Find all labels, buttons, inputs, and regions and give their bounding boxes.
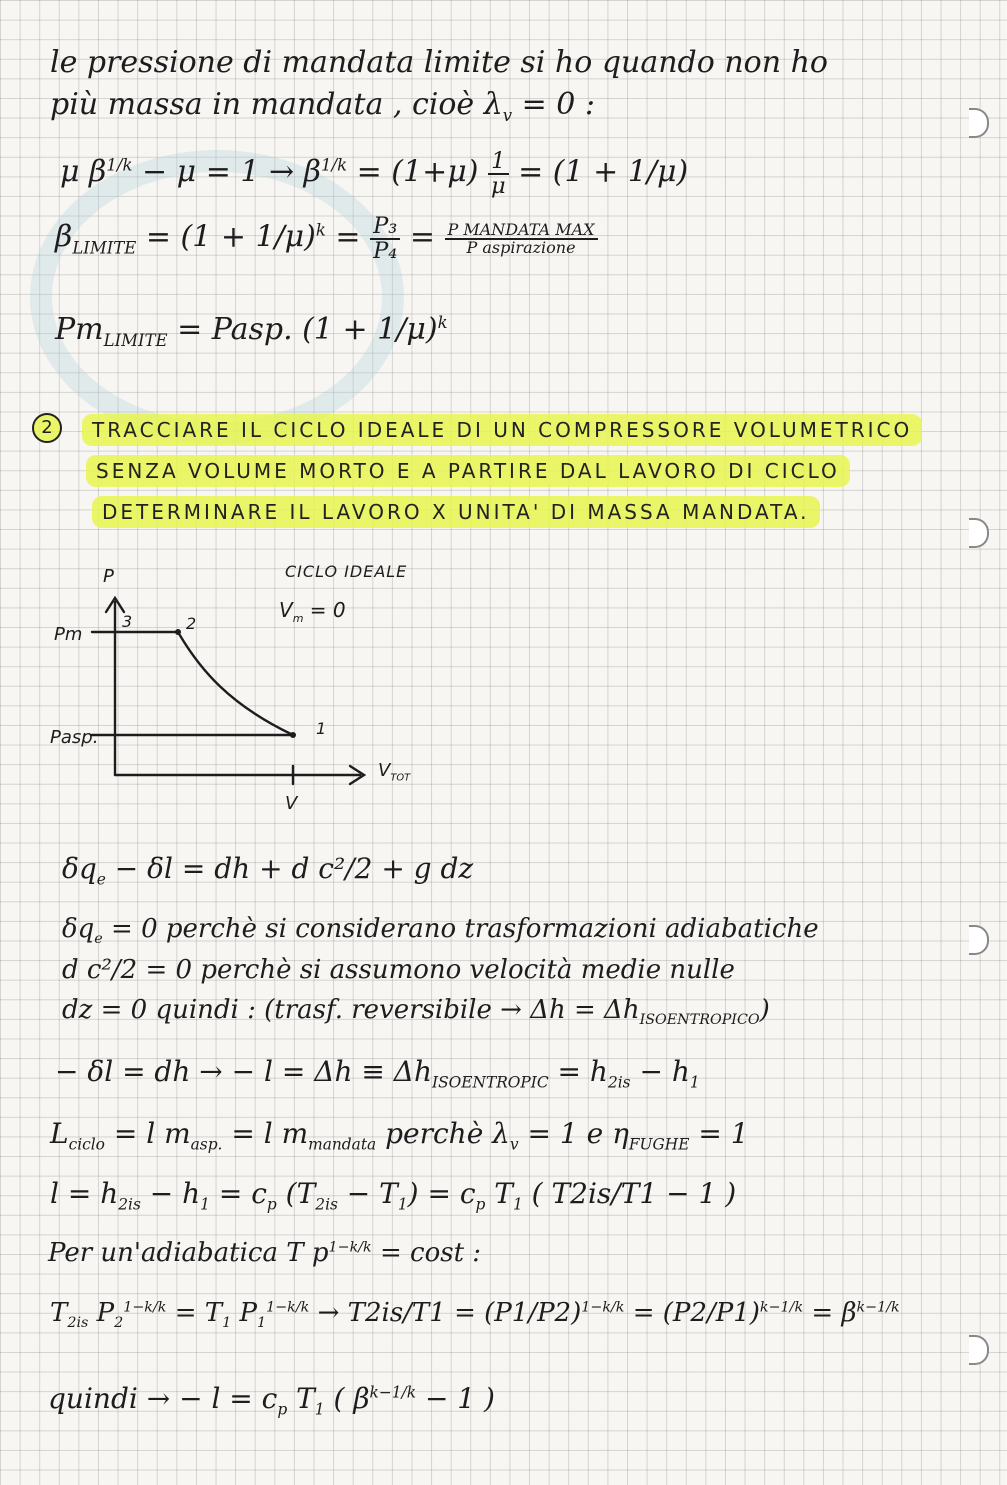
final-result-line: quindi → − $l = c_p$ $T_1$ ( $\beta^{k-1/k} - 1$ ) (48, 1382, 495, 1419)
specific-work-line: $l = h_{2is} - h_1 = c_p$ $(T_{2is} - T_1) = c_p$ $T_1$ ( T2is/T1 − 1 ) (50, 1177, 737, 1214)
question-line-3: DETERMINARE IL LAVORO X UNITA' DI MASSA MANDATA. (92, 496, 820, 528)
question-number: 2 (32, 413, 62, 443)
adiabatic-line: $\delta q_e = 0$ perchè si considerano trasformazioni adiabatiche (62, 914, 819, 948)
point-2-dot (175, 629, 181, 635)
dz-line: dz = 0 quindi : (trasf. reversibile → $\Delta h = \Delta h_{ISOENTROPICO}$) (62, 995, 770, 1029)
p-high-label: Pm (54, 624, 83, 645)
point-2-label: 2 (186, 614, 197, 633)
p-low-label: Pasp. (50, 727, 99, 748)
cycle-work-line: $L_{ciclo} = l$ $m_{asp.} = l$ $m_{mandata}$ perchè $\lambda_v = 1$ e $\eta_{FUGHE} = 1$ (50, 1117, 749, 1154)
energy-equation: $\delta q_e - \delta l$ = dh + d c²/2 + g dz (62, 852, 474, 889)
work-enthalpy-line: − δl = dh → − $l = \Delta h \equiv \Delta h_{ISOENTROPIC} = h_{2is} - h_1$ (55, 1055, 700, 1092)
intro-line-2: più massa in mandata , cioè $\lambda_v = 0$ : (50, 87, 595, 125)
cycle-title: CICLO IDEALE (285, 562, 408, 581)
equation-3: $Pm_{LIMITE}$ = Pasp. $(1 + 1/\mu)^k$ (55, 312, 448, 350)
intro-line-1: le pressione di mandata limite si ho quando non ho (50, 45, 828, 80)
adiabatic-relation-line: Per un'adiabatica T $p^{1-k/k} = \cos t$ : (48, 1238, 482, 1268)
compression-curve (178, 632, 293, 735)
velocity-line: d c²/2 = 0 perchè si assumono velocità medie nulle (62, 955, 735, 985)
temperature-ratio-line: $T_{2is}$ $P_2^{1-k/k} = T_1$ $P_1^{1-k/k} \to T2is/T1 = (P1/P2)^{1-k/k} = (P2/P1)^{k-1/k} = \beta^{k-1/k}$ (50, 1298, 900, 1332)
point-1-label: 1 (316, 719, 327, 738)
v-tick-label: V (285, 793, 298, 814)
question-line-2: SENZA VOLUME MORTO E A PARTIRE DAL LAVORO DI CICLO (86, 455, 850, 487)
equation-1: μ $\beta^{1/k} - \mu = 1 \to \beta^{1/k} = (1+\mu)$ $\frac{1}{\mu}$ = (1 + 1/μ) (60, 148, 689, 199)
dead-volume-label: $V_m = 0$ (279, 598, 346, 625)
x-axis-label: $V_{TOT}$ (378, 760, 411, 784)
question-line-1: TRACCIARE IL CICLO IDEALE DI UN COMPRESSORE VOLUMETRICO (82, 414, 922, 446)
equation-2: $\beta_{LIMITE} = (1 + 1/\mu)^k$ = $\frac{\text{P₃}}{\text{P₄}}$ = $\frac{\text{P MANDATA MAX}}{\text{P aspirazione}}$ (55, 215, 598, 262)
point-1-dot (290, 732, 296, 738)
point-3-label: 3 (122, 612, 133, 631)
y-axis-label: P (103, 566, 114, 587)
